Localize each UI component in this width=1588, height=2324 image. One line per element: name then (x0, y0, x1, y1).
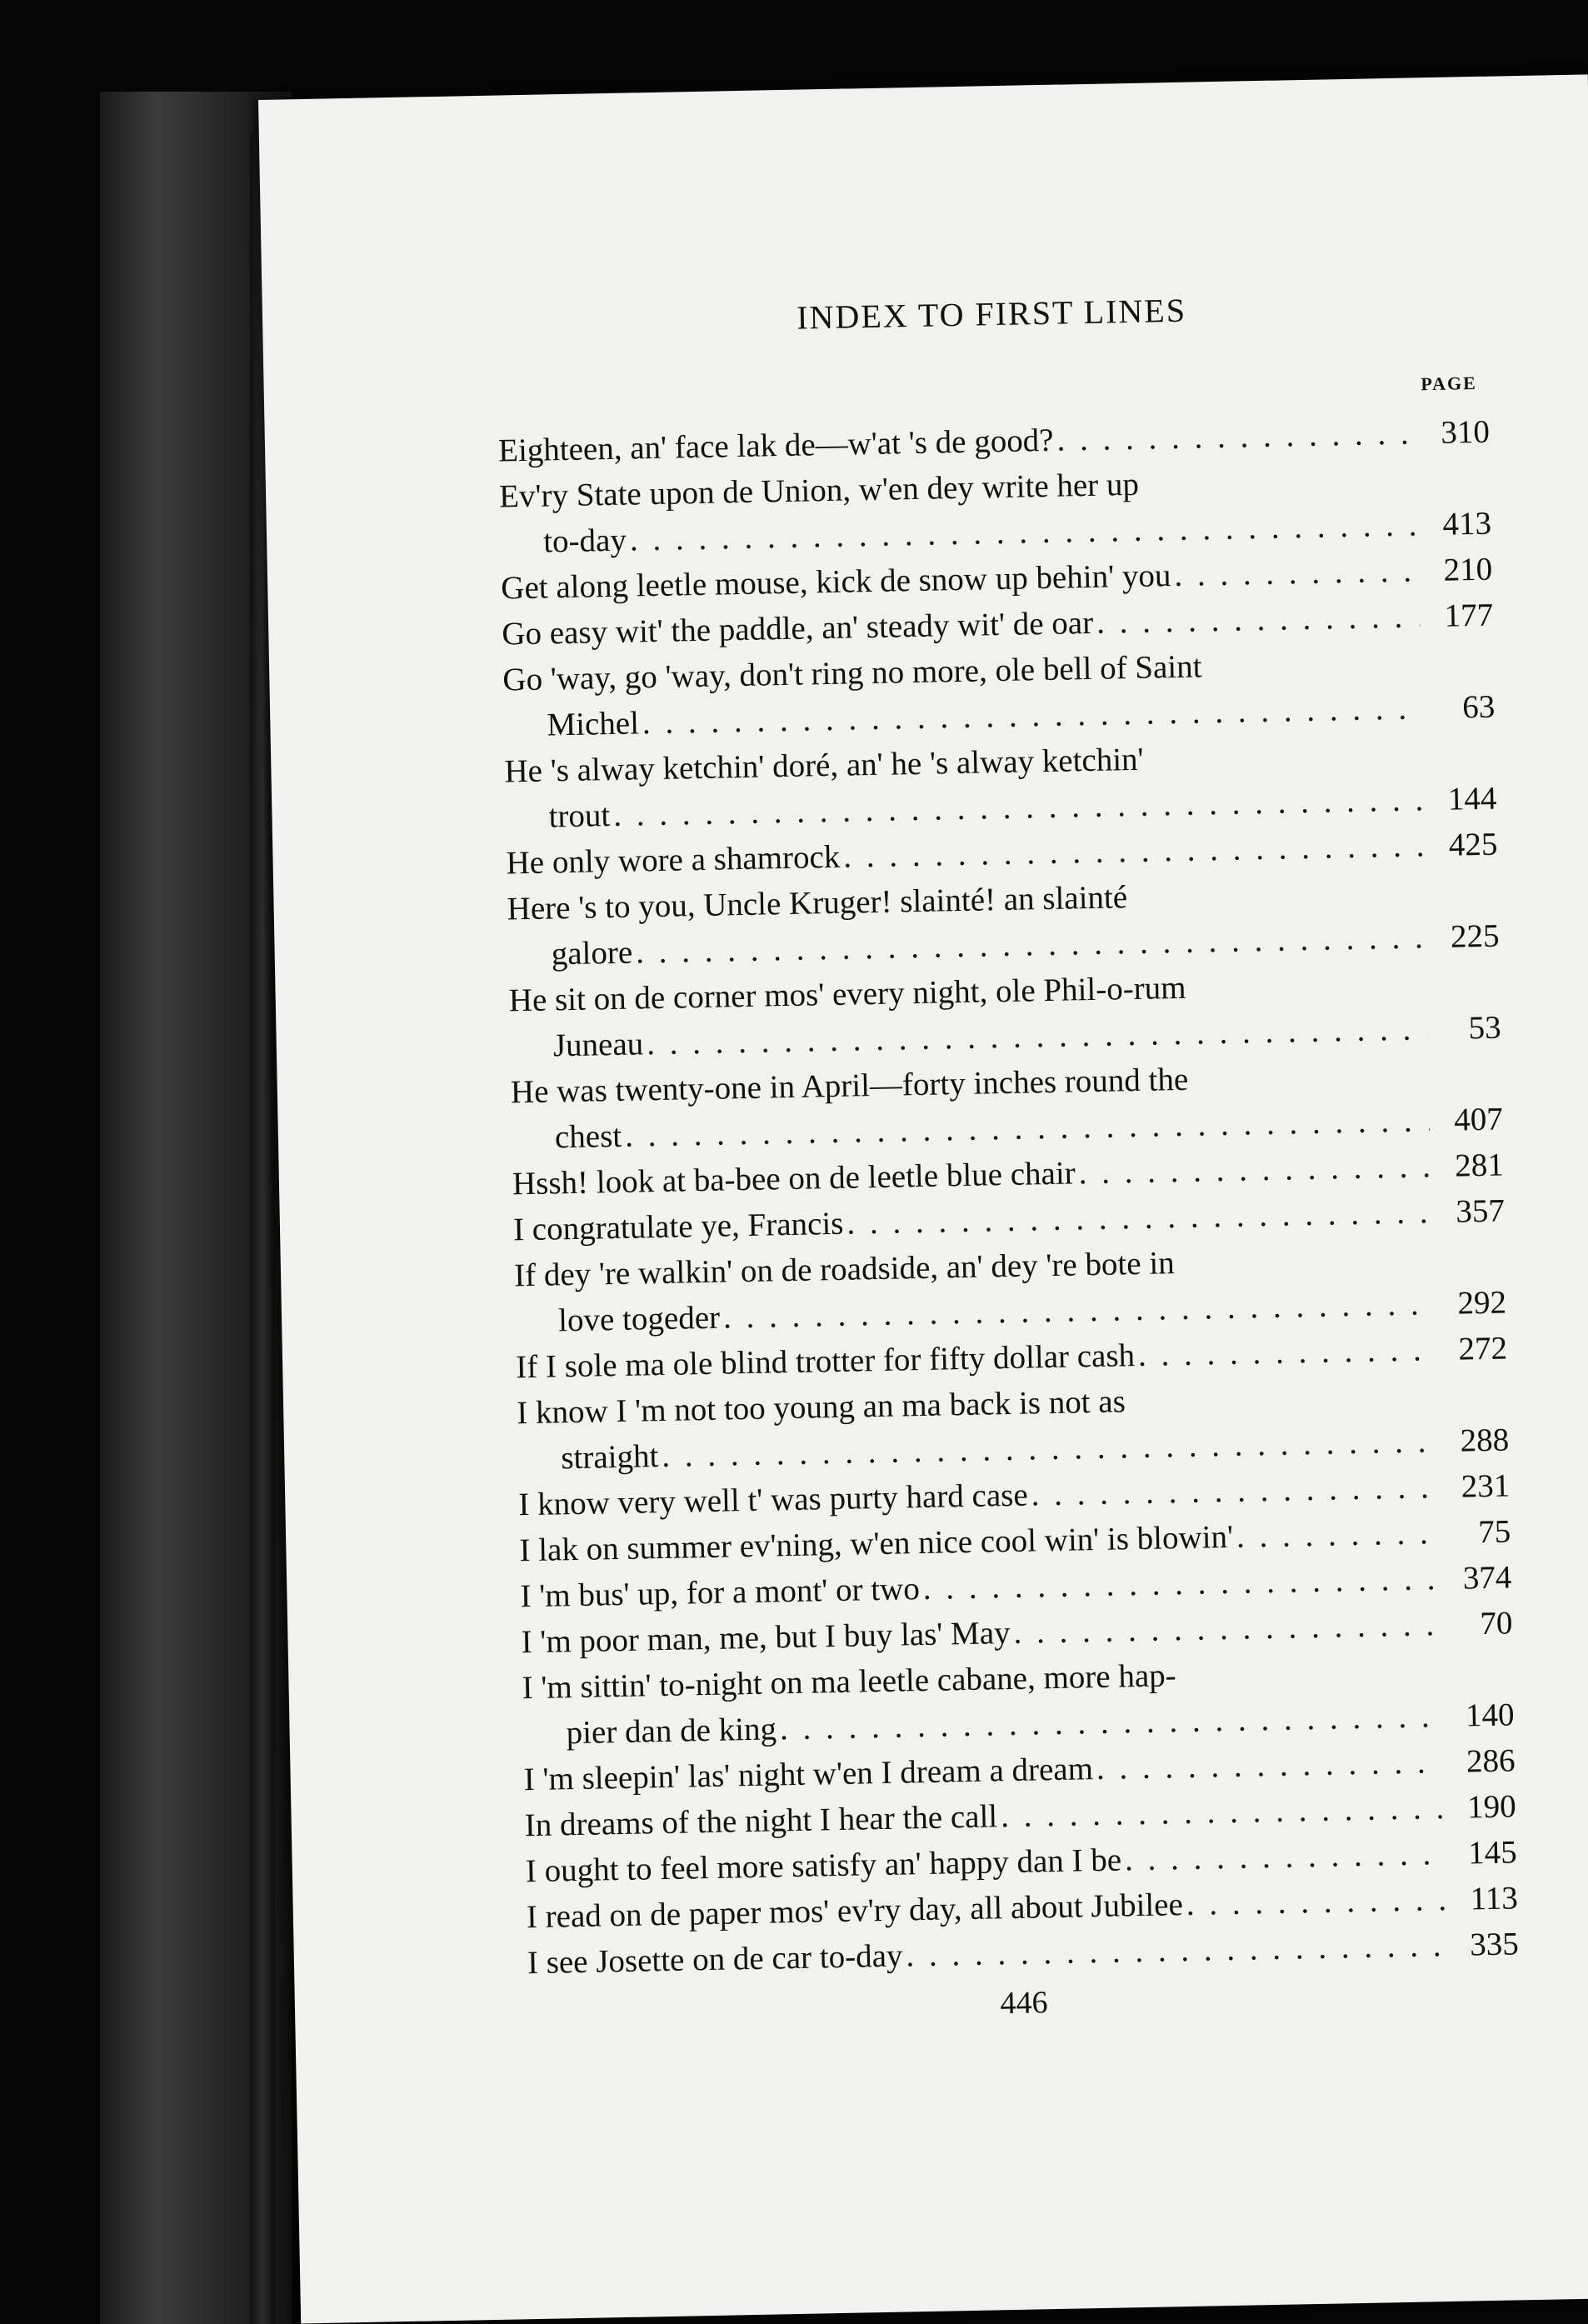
dot-leader (1001, 1785, 1444, 1839)
index-entry-page: 231 (1461, 1467, 1511, 1505)
index-entry-text: I ought to feel more satisfy an' happy dan I be (525, 1842, 1122, 1890)
index-entry-page: 425 (1448, 826, 1498, 863)
dot-leader (1236, 1510, 1438, 1560)
index-entry-text: I read on de paper mos' ev'ry day, all about Jubilee (526, 1887, 1184, 1936)
dot-leader (1096, 593, 1421, 645)
index-entry-text: He sit on de corner mos' every night, ole Phil-o-rum (508, 969, 1186, 1019)
index-entry-text: He only wore a shamrock (506, 838, 841, 882)
index-entry-text: I 'm bus' up, for a mont' or two (520, 1571, 921, 1615)
index-entry-page: 70 (1479, 1605, 1513, 1642)
index-entry-text: I know I 'm not too young an ma back is not as (516, 1383, 1126, 1432)
first-lines-index (498, 409, 1520, 1987)
index-entry-text: If dey 're walkin' on de roadside, an' dey 're bote in (513, 1245, 1176, 1294)
page-column-header: PAGE (1421, 372, 1478, 395)
index-entry-text: Go easy wit' the paddle, an' steady wit' de oar (501, 604, 1094, 652)
index-entry-text: straight (560, 1438, 659, 1477)
dot-leader (1031, 1464, 1437, 1517)
index-entry-text: I 'm sleepin' las' night w'en I dream a dream (523, 1751, 1094, 1798)
index-entry-page: 310 (1441, 413, 1491, 451)
index-entry-page: 407 (1453, 1101, 1504, 1138)
index-entry-text: If I sole ma ole blind trotter for fifty dollar cash (515, 1337, 1136, 1386)
index-entry-page: 75 (1477, 1513, 1511, 1551)
index-entry-text: I see Josette on de car to-day (527, 1937, 903, 1982)
book-page (258, 74, 1588, 2323)
index-entry-page: 281 (1454, 1147, 1505, 1184)
index-entry-text: He was twenty-one in April—forty inches round the (510, 1061, 1189, 1111)
dot-leader (1186, 1877, 1445, 1927)
index-entry-page: 177 (1444, 597, 1494, 634)
index-entry-text: galore (551, 934, 633, 972)
dot-leader (1138, 1327, 1435, 1378)
index-entry-text: love togeder (557, 1299, 721, 1339)
index-entry-page: 145 (1467, 1834, 1518, 1872)
index-entry-text: He 's alway ketchin' doré, an' he 's alway ketchin' (504, 741, 1145, 790)
page-number: 446 (1000, 1985, 1048, 2022)
index-entry-text: trout (548, 797, 611, 835)
index-entry-text: I lak on summer ev'ning, w'en nice cool win' is blowin' (519, 1518, 1234, 1569)
dot-leader (1096, 1739, 1442, 1792)
index-entry-text: Eighteen, an' face lak de—w'at 's de good? (497, 422, 1054, 469)
index-entry-text: In dreams of the night I hear the call (524, 1798, 998, 1844)
dot-leader (1125, 1831, 1445, 1882)
index-entry-text: Juneau (552, 1026, 644, 1064)
index-entry-page: 288 (1460, 1422, 1510, 1459)
page-content (496, 285, 1521, 2031)
index-entry-text: Go 'way, go 'way, don't ring no more, ole bell of Saint (502, 648, 1202, 698)
index-entry-page: 53 (1468, 1009, 1502, 1047)
dot-leader (1056, 410, 1416, 462)
index-entry-text: pier dan de king (566, 1711, 777, 1752)
index-entry-page: 210 (1443, 551, 1493, 588)
index-entry-text: Michel (547, 705, 640, 743)
dot-leader (1174, 547, 1420, 598)
dot-leader (1078, 1143, 1431, 1196)
index-entry-text: Here 's to you, Uncle Kruger! slainté! an slainté (507, 879, 1128, 927)
index-entry-page: 140 (1465, 1697, 1515, 1734)
index-entry-page: 292 (1457, 1284, 1507, 1322)
index-entry-text: to-day (542, 522, 627, 560)
dot-leader (906, 1922, 1446, 1978)
index-entry-page: 144 (1447, 780, 1497, 817)
index-entry-page: 374 (1462, 1559, 1512, 1597)
index-entry-page: 413 (1442, 505, 1492, 542)
index-entry-page: 113 (1470, 1880, 1519, 1917)
index-entry-page: 286 (1466, 1742, 1516, 1780)
index-entry-text: I 'm poor man, me, but I buy las' May (521, 1615, 1011, 1661)
index-entry-text: chest (554, 1117, 622, 1156)
index-entry-text: I 'm sittin' to-night on ma leetle cabane, more hap- (522, 1657, 1177, 1707)
index-entry-page: 335 (1469, 1926, 1520, 1963)
page-title: INDEX TO FIRST LINES (796, 291, 1187, 337)
index-entry-text: I know very well t' was purty hard case (518, 1477, 1029, 1523)
index-entry-text: Hssh! look at ba-bee on de leetle blue chair (512, 1155, 1076, 1202)
index-entry-page: 357 (1455, 1192, 1506, 1230)
index-entry-text: Ev'ry State upon de Union, w'en dey write her up (498, 466, 1140, 515)
index-entry-page: 63 (1461, 688, 1496, 726)
index-entry-text: Get along leetle mouse, kick de snow up behin' you (500, 557, 1171, 607)
index-entry-text: I congratulate ye, Francis (512, 1205, 844, 1248)
dot-leader (1013, 1602, 1440, 1656)
index-entry-page: 272 (1458, 1330, 1508, 1367)
index-entry-page: 190 (1466, 1788, 1517, 1826)
index-entry-page: 225 (1450, 917, 1500, 955)
